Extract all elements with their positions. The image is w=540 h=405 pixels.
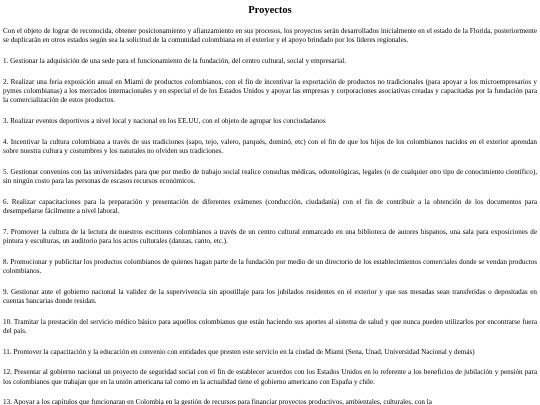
project-item-11: 11. Promover la capacitación y la educación en convenio con entidades que presten este servicio en la ciudad de Miami (Sena, Unad, Universidad Nacional y demás): [3, 347, 475, 356]
project-item-13: 13. Apoyar a los capítulos que funcionaran en Colombia en la gestión de recursos para financiar proyectos productivos, ambientales, culturales, con la: [3, 398, 432, 405]
project-item-9: 9. Gestionar ante el gobierno nacional la validez de la supervivencia sin apostillaje para los jubilados residentes en el exterior y que sus mesadas sean transferidas o depositadas en cuentas bancarias donde residan.: [3, 287, 537, 305]
project-item-4: 4. Incentivar la cultura colombiana a través de sus tradiciones (sapo, tejo, valero, parqués, dominó, etc) con el fin de que los hijos de los colombianos nacidos en el exterior aprendan sobre nuestra cultura y costumbres y los naturales no olviden sus tradiciones.: [3, 137, 537, 155]
project-item-2: 2. Realizar una feria exposición anual en Miami de productos colombianos, con el fin de incentivar la exportación de productos no tradicionales (para apoyar a los microempresarios y pymes colombianas) a los mercados internacionales y en especial el de los Estados Unidos y apoyar las empresas y corporaciones asociativas creadas y capacitadas por la fundación para la comercialización de estos productos.: [3, 77, 537, 105]
project-item-3: 3. Realizar eventos deportivos a nivel local y nacional en los EE.UU, con el objeto de agrupar los conciudadanos: [3, 116, 326, 125]
project-item-10: 10. Tramitar la prestación del servicio médico básico para aquellos colombianos que están haciendo sus aportes al sistema de salud y que nunca pueden utilizarlos por encontrarse fuera del país.: [3, 317, 537, 335]
project-item-7: 7. Promover la cultura de la lectura de nuestros escritores colombianos a través de un centro cultural enmarcado en una biblioteca de autores hispanos, una sala para exposiciones de pintura y esculturas, un auditorio para los actos culturales (danzas, canto, etc.).: [3, 227, 537, 245]
project-item-5: 5. Gestionar convenios con las universidades para que por medio de trabajo social realice consultas médicas, odontológicas, legales (o de cualquier otro tipo de conocimiento científico), sin ningún costo para las personas de escasos recursos económicos.: [3, 167, 537, 185]
project-item-1: 1. Gestionar la adquisición de una sede para el funcionamiento de la fundación, del centro cultural, social y empresarial.: [3, 56, 347, 65]
intro-paragraph: Con el objeto de lograr de reconocida, obtener posicionamiento y afianzamiento en sus procesos, los proyectos serán desarrollados inicialmente en el estado de la Florida, posteriormente se duplicarán en otros estados según sea la solicitud de la comunidad colombiana en el exterior y el apoyo brindado por los líderes regionales.: [3, 27, 537, 45]
project-item-6: 6. Realizar capacitaciones para la preparación y presentación de diferentes exámenes (conducción, ciudadanía) con el fin de contribuir a la obtención de los documentos para desempeñarse fácilmente a nivel laboral.: [3, 197, 537, 215]
page-title: Proyectos: [248, 5, 292, 16]
project-item-12: 12. Presentar al gobierno nacional un proyecto de seguridad social con el fin de establecer acuerdos con los Estados Unidos en lo referente a los beneficios de jubilación y pensión para los colombianos que trabajan que en la unión americana tal como en la actualidad tiene el gobierno americano con España y chile.: [3, 368, 537, 386]
project-item-8: 8. Promocionar y publicitar los productos colombianos de quienes hagan parte de la fundación por medio de un directorio de los establecimientos comerciales donde se vendan productos colombianos.: [3, 257, 537, 275]
